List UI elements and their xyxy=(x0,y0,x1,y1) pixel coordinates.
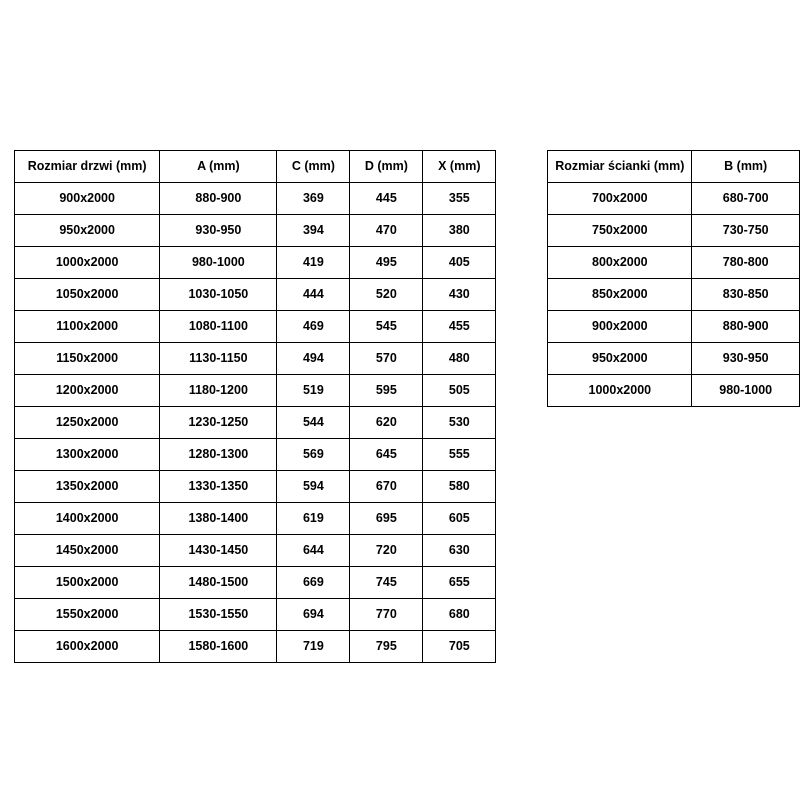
table-row xyxy=(15,439,496,471)
table-cell: 520 xyxy=(350,279,423,311)
table-cell: 930-950 xyxy=(692,343,800,375)
table-cell: 555 xyxy=(423,439,496,471)
table-cell: 455 xyxy=(423,311,496,343)
table-cell: 580 xyxy=(423,471,496,503)
table-cell: 669 xyxy=(277,567,350,599)
table-cell: 1050x2000 xyxy=(15,279,160,311)
table-cell: 1130-1150 xyxy=(160,343,277,375)
table-cell: 680-700 xyxy=(692,183,800,215)
table-cell: 470 xyxy=(350,215,423,247)
doors-size-table xyxy=(14,150,496,663)
tables-row xyxy=(0,150,800,663)
table-cell: 770 xyxy=(350,599,423,631)
table-cell: 1300x2000 xyxy=(15,439,160,471)
table-cell: 795 xyxy=(350,631,423,663)
table-row xyxy=(15,343,496,375)
table-row xyxy=(548,183,800,215)
table-cell: 545 xyxy=(350,311,423,343)
table-cell: 569 xyxy=(277,439,350,471)
column-header: C (mm) xyxy=(277,151,350,183)
table-row xyxy=(548,279,800,311)
table-cell: 730-750 xyxy=(692,215,800,247)
table-cell: 519 xyxy=(277,375,350,407)
table-cell: 1550x2000 xyxy=(15,599,160,631)
table-cell: 1450x2000 xyxy=(15,535,160,567)
table-cell: 1100x2000 xyxy=(15,311,160,343)
table-cell: 1350x2000 xyxy=(15,471,160,503)
spec-sheet xyxy=(0,150,800,663)
table-cell: 1280-1300 xyxy=(160,439,277,471)
table-row xyxy=(15,407,496,439)
table-cell: 1330-1350 xyxy=(160,471,277,503)
table-cell: 680 xyxy=(423,599,496,631)
table-cell: 880-900 xyxy=(692,311,800,343)
table-cell: 694 xyxy=(277,599,350,631)
table-cell: 405 xyxy=(423,247,496,279)
table-cell: 1200x2000 xyxy=(15,375,160,407)
table-cell: 369 xyxy=(277,183,350,215)
table-cell: 495 xyxy=(350,247,423,279)
table-cell: 800x2000 xyxy=(548,247,692,279)
table-cell: 645 xyxy=(350,439,423,471)
table-cell: 619 xyxy=(277,503,350,535)
table-row xyxy=(15,183,496,215)
table-cell: 1250x2000 xyxy=(15,407,160,439)
table-cell: 1150x2000 xyxy=(15,343,160,375)
table-cell: 1480-1500 xyxy=(160,567,277,599)
table-cell: 1500x2000 xyxy=(15,567,160,599)
table-cell: 1230-1250 xyxy=(160,407,277,439)
table-cell: 750x2000 xyxy=(548,215,692,247)
table-cell: 880-900 xyxy=(160,183,277,215)
table-cell: 444 xyxy=(277,279,350,311)
doors-table-wrapper xyxy=(14,150,496,663)
table-cell: 950x2000 xyxy=(15,215,160,247)
table-row xyxy=(15,215,496,247)
table-row xyxy=(548,247,800,279)
table-cell: 570 xyxy=(350,343,423,375)
table-cell: 469 xyxy=(277,311,350,343)
table-header-row xyxy=(15,151,496,183)
table-cell: 644 xyxy=(277,535,350,567)
table-cell: 720 xyxy=(350,535,423,567)
table-cell: 394 xyxy=(277,215,350,247)
wall-table-wrapper xyxy=(547,150,800,407)
table-cell: 780-800 xyxy=(692,247,800,279)
column-header: Rozmiar drzwi (mm) xyxy=(15,151,160,183)
table-cell: 1530-1550 xyxy=(160,599,277,631)
table-row xyxy=(548,311,800,343)
table-row xyxy=(548,215,800,247)
table-row xyxy=(15,471,496,503)
table-cell: 620 xyxy=(350,407,423,439)
table-cell: 1180-1200 xyxy=(160,375,277,407)
column-header: A (mm) xyxy=(160,151,277,183)
table-cell: 1580-1600 xyxy=(160,631,277,663)
table-cell: 700x2000 xyxy=(548,183,692,215)
table-cell: 655 xyxy=(423,567,496,599)
table-row xyxy=(15,535,496,567)
table-cell: 1380-1400 xyxy=(160,503,277,535)
table-cell: 505 xyxy=(423,375,496,407)
table-row xyxy=(15,599,496,631)
table-cell: 595 xyxy=(350,375,423,407)
table-cell: 695 xyxy=(350,503,423,535)
table-cell: 1030-1050 xyxy=(160,279,277,311)
table-cell: 1000x2000 xyxy=(548,375,692,407)
table-header-row xyxy=(548,151,800,183)
table-row xyxy=(15,375,496,407)
table-cell: 355 xyxy=(423,183,496,215)
column-header: D (mm) xyxy=(350,151,423,183)
table-cell: 850x2000 xyxy=(548,279,692,311)
table-row xyxy=(548,375,800,407)
table-cell: 1000x2000 xyxy=(15,247,160,279)
wall-size-table xyxy=(547,150,800,407)
table-cell: 445 xyxy=(350,183,423,215)
table-cell: 950x2000 xyxy=(548,343,692,375)
table-row xyxy=(15,631,496,663)
table-row xyxy=(15,279,496,311)
table-cell: 930-950 xyxy=(160,215,277,247)
table-cell: 830-850 xyxy=(692,279,800,311)
table-cell: 1430-1450 xyxy=(160,535,277,567)
table-cell: 419 xyxy=(277,247,350,279)
table-cell: 900x2000 xyxy=(548,311,692,343)
table-cell: 1400x2000 xyxy=(15,503,160,535)
column-header: Rozmiar ścianki (mm) xyxy=(548,151,692,183)
table-cell: 980-1000 xyxy=(160,247,277,279)
table-cell: 544 xyxy=(277,407,350,439)
table-row xyxy=(15,247,496,279)
table-cell: 380 xyxy=(423,215,496,247)
table-cell: 480 xyxy=(423,343,496,375)
table-cell: 530 xyxy=(423,407,496,439)
table-cell: 630 xyxy=(423,535,496,567)
table-cell: 494 xyxy=(277,343,350,375)
table-cell: 670 xyxy=(350,471,423,503)
table-cell: 605 xyxy=(423,503,496,535)
table-cell: 980-1000 xyxy=(692,375,800,407)
column-header: X (mm) xyxy=(423,151,496,183)
table-cell: 900x2000 xyxy=(15,183,160,215)
column-header: B (mm) xyxy=(692,151,800,183)
table-row xyxy=(15,567,496,599)
table-row xyxy=(15,503,496,535)
table-cell: 1080-1100 xyxy=(160,311,277,343)
table-cell: 430 xyxy=(423,279,496,311)
table-row xyxy=(548,343,800,375)
table-cell: 745 xyxy=(350,567,423,599)
table-cell: 705 xyxy=(423,631,496,663)
table-cell: 594 xyxy=(277,471,350,503)
table-cell: 719 xyxy=(277,631,350,663)
table-row xyxy=(15,311,496,343)
table-cell: 1600x2000 xyxy=(15,631,160,663)
